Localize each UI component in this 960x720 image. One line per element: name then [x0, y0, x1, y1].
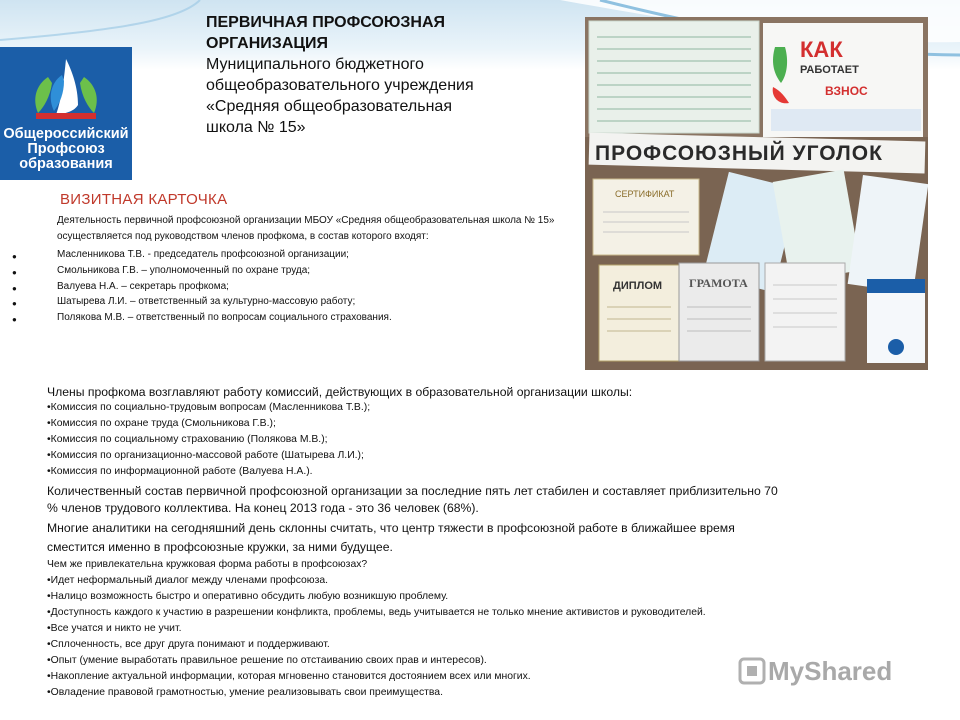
bullet-icon: ●: [12, 299, 17, 308]
member-item: Масленникова Т.В. - председатель профсоюзной организации;: [57, 249, 349, 260]
title-line: Муниципального бюджетного: [206, 56, 424, 73]
union-emblem-icon: [0, 47, 132, 127]
poster-kak-label: КАК: [800, 37, 843, 62]
reason-item: •Идет неформальный диалог между членами профсоюза.: [47, 575, 329, 586]
paragraph-text: сместится именно в профсоюзные кружки, за ними будущее.: [47, 540, 393, 554]
paragraph-text: % членов трудового коллектива. На конец 2013 года - это 36 человек (68%).: [47, 501, 479, 515]
diploma-label: ДИПЛОМ: [613, 280, 663, 292]
commission-item: •Комиссия по социальному страхованию (Полякова М.В.);: [47, 434, 328, 445]
bullet-icon: ●: [12, 315, 17, 324]
reason-item: •Овладение правовой грамотностью, умение реализовывать свои преимущества.: [47, 687, 443, 698]
title-line: общеобразовательного учреждения: [206, 77, 474, 94]
card-intro: Деятельность первичной профсоюзной организации МБОУ «Средняя общеобразовательная школа № 15»: [57, 215, 555, 226]
bullet-icon: ●: [12, 252, 17, 261]
member-item: Смольникова Г.В. – уполномоченный по охране труда;: [57, 265, 311, 276]
page-title: [206, 12, 576, 138]
title-line: ОРГАНИЗАЦИЯ: [206, 35, 329, 52]
member-item: Шатырева Л.И. – ответственный за культурно-массовую работу;: [57, 296, 356, 307]
question-text: Чем же привлекательна кружковая форма работы в профсоюзах?: [47, 559, 368, 570]
member-item: Валуева Н.А. – секретарь профкома;: [57, 281, 229, 292]
logo-text: Общероссийский Профсоюз образования: [3, 126, 129, 172]
bullet-icon: ●: [12, 284, 17, 293]
title-line: ПЕРВИЧНАЯ ПРОФСОЮЗНАЯ: [206, 14, 445, 31]
commissions-intro: Члены профкома возглавляют работу комиссий, действующих в образовательной организации школы:: [47, 385, 633, 399]
title-line: «Средняя общеобразовательная: [206, 98, 452, 115]
poster-works-label: РАБОТАЕТ: [800, 64, 859, 76]
business-card-heading: ВИЗИТНАЯ КАРТОЧКА: [60, 191, 228, 208]
paragraph-text: Многие аналитики на сегодняшний день склонны считать, что центр тяжести в профсоюзной работе в ближайшее время: [47, 521, 735, 535]
reason-item: •Налицо возможность быстро и оперативно обсудить любую возникшую проблему.: [47, 591, 449, 602]
bullet-icon: ●: [12, 268, 17, 277]
commission-item: •Комиссия по охране труда (Смольникова Г.В.);: [47, 418, 276, 429]
watermark-icon: [738, 657, 766, 685]
certificate-label: СЕРТИФИКАТ: [615, 189, 675, 199]
reason-item: •Опыт (умение выработать правильное решение по отстаиванию своих прав и интересов).: [47, 655, 487, 666]
commission-item: •Комиссия по организационно-массовой работе (Шатырева Л.И.);: [47, 450, 364, 461]
reason-item: •Накопление актуальной информации, которая мгновенно становится достоянием всех или многих.: [47, 671, 531, 682]
union-logo: [0, 47, 132, 180]
reason-item: •Доступность каждого к участию в разрешении конфликта, проблемы, ведь учитывается не только мнение активистов и руководителей.: [47, 607, 706, 618]
commission-item: •Комиссия по социально-трудовым вопросам (Масленникова Т.В.);: [47, 402, 371, 413]
corner-banner: ПРОФСОЮЗНЫЙ УГОЛОК: [595, 142, 883, 165]
title-line: школа № 15»: [206, 119, 306, 136]
card-intro: осуществляется под руководством членов профкома, в состав которого входят:: [57, 231, 429, 242]
reason-item: •Все учатся и никто не учит.: [47, 623, 182, 634]
photo-illustration: [585, 17, 928, 370]
watermark-text: MyShared: [768, 656, 893, 686]
union-corner-photo: [585, 17, 928, 370]
member-item: Полякова М.В. – ответственный по вопросам социального страхования.: [57, 312, 392, 323]
reason-item: •Сплоченность, все друг друга понимают и поддерживают.: [47, 639, 330, 650]
commission-item: •Комиссия по информационной работе (Валуева Н.А.).: [47, 466, 313, 477]
paragraph-text: Количественный состав первичной профсоюзной организации за последние пять лет стабилен и составляет приблизительно 70: [47, 484, 778, 498]
gramota-label: ГРАМОТА: [689, 276, 748, 290]
poster-vznos-label: ВЗНОС: [825, 84, 868, 98]
